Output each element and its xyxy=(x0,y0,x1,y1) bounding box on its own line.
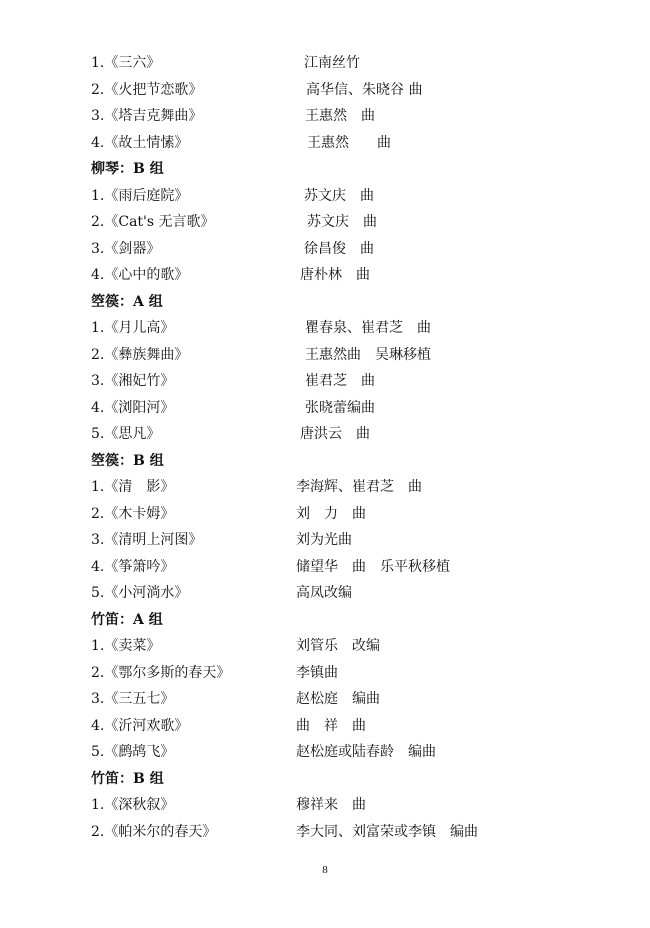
list-item xyxy=(91,713,611,740)
list-item xyxy=(91,209,611,236)
composer-credit: 李镇曲 xyxy=(296,664,338,681)
composer-credit: 高华信、朱晓谷 曲 xyxy=(306,81,423,98)
piece-title: 3.《三五七》 xyxy=(91,691,175,707)
piece-title: 4.《故土情愫》 xyxy=(91,134,189,151)
composer-credit: 刘管乐 改编 xyxy=(296,638,380,654)
piece-title: 2.《鄂尔多斯的春天》 xyxy=(91,664,231,681)
piece-title: 3.《湘妃竹》 xyxy=(91,373,175,389)
list-item xyxy=(91,315,611,342)
piece-title: 2.《彝族舞曲》 xyxy=(91,346,189,363)
list-item xyxy=(91,395,611,422)
composer-credit: 赵松庭 编曲 xyxy=(296,691,380,707)
composer-credit: 张晓蕾编曲 xyxy=(305,399,375,416)
composer-credit: 王惠然曲 吴琳移植 xyxy=(305,346,431,363)
composer-credit: 穆祥来 曲 xyxy=(296,797,366,813)
section-heading xyxy=(91,448,611,475)
section-heading-text: 竹笛：A 组 xyxy=(91,611,163,628)
composer-credit: 江南丝竹 xyxy=(304,55,360,71)
section-heading xyxy=(91,607,611,634)
piece-title: 4.《筝箫吟》 xyxy=(91,558,175,575)
list-item xyxy=(91,686,611,713)
piece-title: 4.《浏阳河》 xyxy=(91,399,175,416)
list-item xyxy=(91,819,611,846)
list-item xyxy=(91,792,611,819)
piece-title: 2.《火把节恋歌》 xyxy=(91,81,203,98)
list-item xyxy=(91,183,611,210)
composer-credit: 李海辉、崔君芝 曲 xyxy=(296,479,422,495)
piece-title: 1.《雨后庭院》 xyxy=(91,187,189,204)
composer-credit: 苏文庆 曲 xyxy=(304,187,374,204)
section-heading xyxy=(91,289,611,316)
piece-title: 5.《思凡》 xyxy=(91,426,161,442)
list-item xyxy=(91,77,611,104)
composer-credit: 唐朴林 曲 xyxy=(300,267,370,283)
piece-title: 5.《小河淌水》 xyxy=(91,585,189,601)
list-item xyxy=(91,421,611,448)
composer-credit: 李大同、刘富荣或李镇 编曲 xyxy=(296,823,478,840)
composer-credit: 高凤改编 xyxy=(296,585,352,601)
piece-title: 1.《清 影》 xyxy=(91,479,175,495)
list-item xyxy=(91,236,611,263)
piece-title: 1.《月儿高》 xyxy=(91,320,175,336)
composer-credit: 曲 祥 曲 xyxy=(296,717,366,734)
piece-title: 2.《木卡姆》 xyxy=(91,505,175,522)
piece-title: 1.《卖菜》 xyxy=(91,638,161,654)
composer-credit: 崔君芝 曲 xyxy=(305,373,375,389)
piece-title: 1.《深秋叙》 xyxy=(91,797,175,813)
list-item xyxy=(91,103,611,130)
piece-title: 3.《塔吉克舞曲》 xyxy=(91,108,203,124)
list-item xyxy=(91,554,611,581)
page-number: 8 xyxy=(322,864,328,876)
list-item xyxy=(91,739,611,766)
list-item xyxy=(91,262,611,289)
list-item xyxy=(91,633,611,660)
section-heading-text: 竹笛：B 组 xyxy=(91,770,164,787)
composer-credit: 王惠然 曲 xyxy=(305,108,375,124)
list-item xyxy=(91,50,611,77)
section-heading-text: 箜篌：A 组 xyxy=(91,293,163,310)
composer-credit: 王惠然 曲 xyxy=(307,134,391,151)
composer-credit: 唐洪云 曲 xyxy=(300,426,370,442)
composer-credit: 徐昌俊 曲 xyxy=(304,240,374,257)
list-item xyxy=(91,342,611,369)
list-item xyxy=(91,580,611,607)
list-item xyxy=(91,660,611,687)
composer-credit: 刘 力 曲 xyxy=(296,505,366,522)
piece-title: 2.《Cat's 无言歌》 xyxy=(91,214,215,230)
piece-title: 3.《清明上河图》 xyxy=(91,532,203,548)
composer-credit: 赵松庭或陆春龄 编曲 xyxy=(296,744,436,760)
section-heading xyxy=(91,156,611,183)
list-item xyxy=(91,368,611,395)
composer-credit: 刘为光曲 xyxy=(296,532,352,548)
composer-credit: 瞿春泉、崔君芝 曲 xyxy=(305,320,431,336)
list-item xyxy=(91,474,611,501)
piece-title: 3.《剑器》 xyxy=(91,240,161,257)
section-heading xyxy=(91,766,611,793)
piece-title: 4.《心中的歌》 xyxy=(91,267,189,283)
piece-title: 4.《沂河欢歌》 xyxy=(91,717,189,734)
list-item xyxy=(91,501,611,528)
section-heading-text: 箜篌：B 组 xyxy=(91,452,164,469)
repertoire-list xyxy=(91,50,611,845)
composer-credit: 储望华 曲 乐平秋移植 xyxy=(296,558,450,575)
section-heading-text: 柳琴：B 组 xyxy=(91,161,164,177)
piece-title: 2.《帕米尔的春天》 xyxy=(91,823,217,840)
list-item xyxy=(91,527,611,554)
composer-credit: 苏文庆 曲 xyxy=(307,214,377,230)
piece-title: 5.《鹧鸪飞》 xyxy=(91,744,175,760)
piece-title: 1.《三六》 xyxy=(91,55,161,71)
list-item xyxy=(91,130,611,157)
